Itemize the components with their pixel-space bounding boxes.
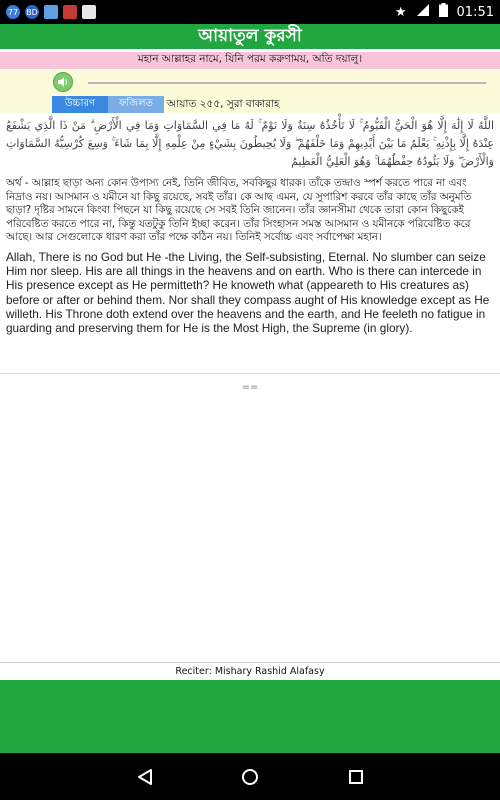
bd-icon: BD — [25, 5, 39, 19]
tab-pronunciation[interactable] — [52, 96, 108, 113]
page-title: আয়াতুল কুরসী — [198, 25, 302, 46]
cloud-icon — [44, 5, 58, 19]
navigation-bar — [0, 753, 500, 800]
status-bar-system — [395, 3, 494, 21]
book-icon — [82, 5, 96, 19]
audio-player — [0, 70, 500, 96]
status-bar-notifications — [6, 5, 96, 19]
tab-pronunciation-label: উচ্চারণ — [64, 98, 96, 109]
reciter-divider — [0, 662, 500, 663]
recents-icon[interactable] — [344, 765, 368, 789]
clock: 01:51 — [456, 4, 494, 20]
audio-progress-track[interactable] — [88, 82, 486, 84]
signal-icon — [416, 3, 430, 21]
speaker-icon[interactable] — [53, 72, 73, 92]
battery-icon — [439, 3, 448, 21]
english-translation: Allah, There is no God but He -the Living, the Self-subsisting, Eternal. No slumber can seize Him nor sleep. His are all things in the heavens and on earth. Who is there can intercede in His presence except as He permitteth? He knoweth what (appeareth to His creatures as) before or after or behind them. Nor shall they compass aught of His knowledge except as He willeth. His Throne doth extend over the heavens and the earth, and He feeleth no fatigue in guarding and preserving them for He is the Most High, the Supreme (in glory). — [6, 250, 490, 336]
status-bar — [0, 0, 500, 24]
footer-banner — [0, 680, 500, 753]
home-icon[interactable] — [238, 765, 262, 789]
bible-icon — [63, 5, 77, 19]
content-divider — [0, 373, 500, 374]
app-77-icon: 77 — [6, 5, 20, 19]
star-icon: ★ — [394, 4, 407, 20]
bangla-meaning: অর্থ - আল্লাহ ছাড়া অন্য কোন উপাস্য নেই, তিনি জীবিত, সবকিছুর ধারক। তাঁকে তন্দ্রাও স্পর্শ করতে পারে না এবং নিদ্রাও নয়। আসমান ও যমীনে যা কিছু রয়েছে, সবই তাঁর। কে আছ এমন, যে সুপারিশ করবে তাঁর কাছে তাঁর অনুমতি ছাড়া? দৃষ্টির সামনে কিংবা পিছনে যা কিছু রয়েছে সে সবই তিনি জানেন। তাঁর জ্ঞানসীমা থেকে তারা কোন কিছুকেই পরিবেষ্টিত করতে পারে না, কিন্তু যতটুকু তিনি ইচ্ছা করেন। তাঁর সিংহাসন সমস্ত আসমান ও যমীনকে পরিবেষ্টিত করে আছে। আর সেগুলোকে ধারণ করা তাঁর পক্ষে কঠিন নয়। তিনিই সর্বোচ্চ এবং সর্বাপেক্ষা মহান। — [6, 177, 472, 243]
reciter-bar — [0, 664, 500, 678]
tab-virtue[interactable] — [108, 96, 164, 113]
back-icon[interactable] — [133, 765, 157, 789]
arabic-verse: اللَّهُ لَا إِلَٰهَ إِلَّا هُوَ الْحَيُّ الْقَيُّومُ ۚ لَا تَأْخُذُهُ سِنَةٌ وَلَا نَوْمٌ ۚ لَهُ مَا فِي السَّمَاوَاتِ وَمَا فِي الْأَرْضِ ۗ مَنْ ذَا الَّذِي يَشْفَعُ عِنْدَهُ إِلَّا بِإِذْنِهِ ۚ يَعْلَمُ مَا بَيْنَ أَيْدِيهِمْ وَمَا خَلْفَهُمْ ۖ وَلَا يُحِيطُونَ بِشَيْءٍ مِنْ عِلْمِهِ إِلَّا بِمَا شَاءَ ۚ وَسِعَ كُرْسِيُّهُ السَّمَاوَاتِ وَالْأَرْضَ ۖ وَلَا يَئُودُهُ حِفْظُهُمَا ۚ وَهُوَ الْعَلِيُّ الْعَظِيمُ — [6, 119, 494, 168]
ayat-reference: আয়াত ২৫৫, সুরা বাকারাহ — [167, 98, 280, 110]
reciter-name: Reciter: Mishary Rashid Alafasy — [175, 665, 325, 677]
bismillah-text: মহান আল্লাহর নামে, যিনি পরম করুণাময়, অতি দয়ালু। — [137, 53, 363, 65]
tab-virtue-label: ফজিলত — [118, 98, 154, 109]
app-title-bar — [0, 24, 500, 49]
drag-handle[interactable]: == — [241, 382, 259, 393]
tabs-row — [0, 96, 500, 113]
bismillah-banner — [0, 52, 500, 69]
